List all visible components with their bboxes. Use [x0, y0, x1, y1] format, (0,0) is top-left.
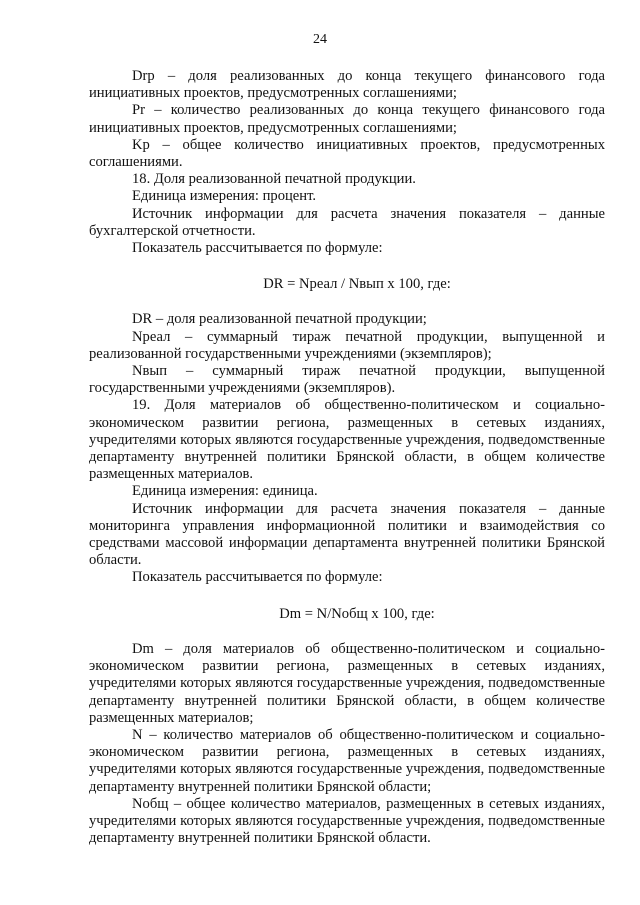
formula-dr: DR = Nреал / Nвып x 100, где: [263, 276, 451, 293]
paragraph-drp-definition: Drp – доля реализованных до конца текущего финансового года инициативных проектов, предусмотренных соглашениями; [89, 68, 605, 102]
paragraph-pr-definition: Pr – количество реализованных до конца текущего финансового года инициативных проектов, предусмотренных соглашениями; [89, 102, 605, 136]
paragraph-n-definition: N – количество материалов об общественно-политическом и социально-экономическом развитии региона, размещенных в сетевых изданиях, учредителями которых являются государственные учреждения, подведомственные департаменту внутренней политики Брянской области; [89, 726, 605, 795]
paragraph-indicator-18-unit: Единица измерения: процент. [132, 188, 317, 205]
paragraph-nreal-definition: Nреал – суммарный тираж печатной продукции, выпущенной и реализованной государственными учреждениями (экземпляров); [89, 328, 605, 362]
document-body [89, 68, 605, 847]
paragraph-dr-definition: DR – доля реализованной печатной продукции; [132, 311, 427, 328]
paragraph-kp-definition: Kp – общее количество инициативных проектов, предусмотренных соглашениями. [89, 136, 605, 171]
paragraph-indicator-19-source: Источник информации для расчета значения показателя – данные мониторинга управления информационной политики и взаимодействия со средствами массовой информации департамента внутренней политики Брянской области. [89, 500, 605, 569]
paragraph-indicator-19-title: 19. Доля материалов об общественно-политическом и социально-экономическом развитии региона, размещенных в сетевых изданиях, учредителями которых являются государственные учреждения, подведомственные департаменту внутренней политики Брянской области, в общем количестве размещенных материалов. [89, 397, 605, 483]
paragraph-indicator-18-source: Источник информации для расчета значения показателя – данные бухгалтерской отчетности. [89, 205, 605, 239]
page-number: 24 [313, 32, 327, 47]
paragraph-dm-definition: Dm – доля материалов об общественно-политическом и социально-экономическом развитии региона, размещенных в сетевых изданиях, учредителями которых являются государственные учреждения, подведомственные департаменту внутренней политики Брянской области, в общем количестве размещенных материалов; [89, 640, 605, 726]
paragraph-indicator-18-title: 18. Доля реализованной печатной продукции. [132, 171, 416, 188]
formula-dm: Dm = N/Nобщ x 100, где: [279, 605, 435, 622]
paragraph-formula-intro-2: Показатель рассчитывается по формуле: [132, 569, 383, 586]
paragraph-indicator-19-unit: Единица измерения: единица. [132, 483, 318, 500]
paragraph-formula-intro-1: Показатель рассчитывается по формуле: [132, 240, 383, 257]
paragraph-nvyp-definition: Nвып – суммарный тираж печатной продукции, выпущенной государственными учреждениями (экземпляров). [89, 363, 605, 397]
paragraph-nobsch-definition: Nобщ – общее количество материалов, размещенных в сетевых изданиях, учредителями которых являются государственные учреждения, подведомственные департаменту внутренней политики Брянской области. [89, 795, 605, 847]
